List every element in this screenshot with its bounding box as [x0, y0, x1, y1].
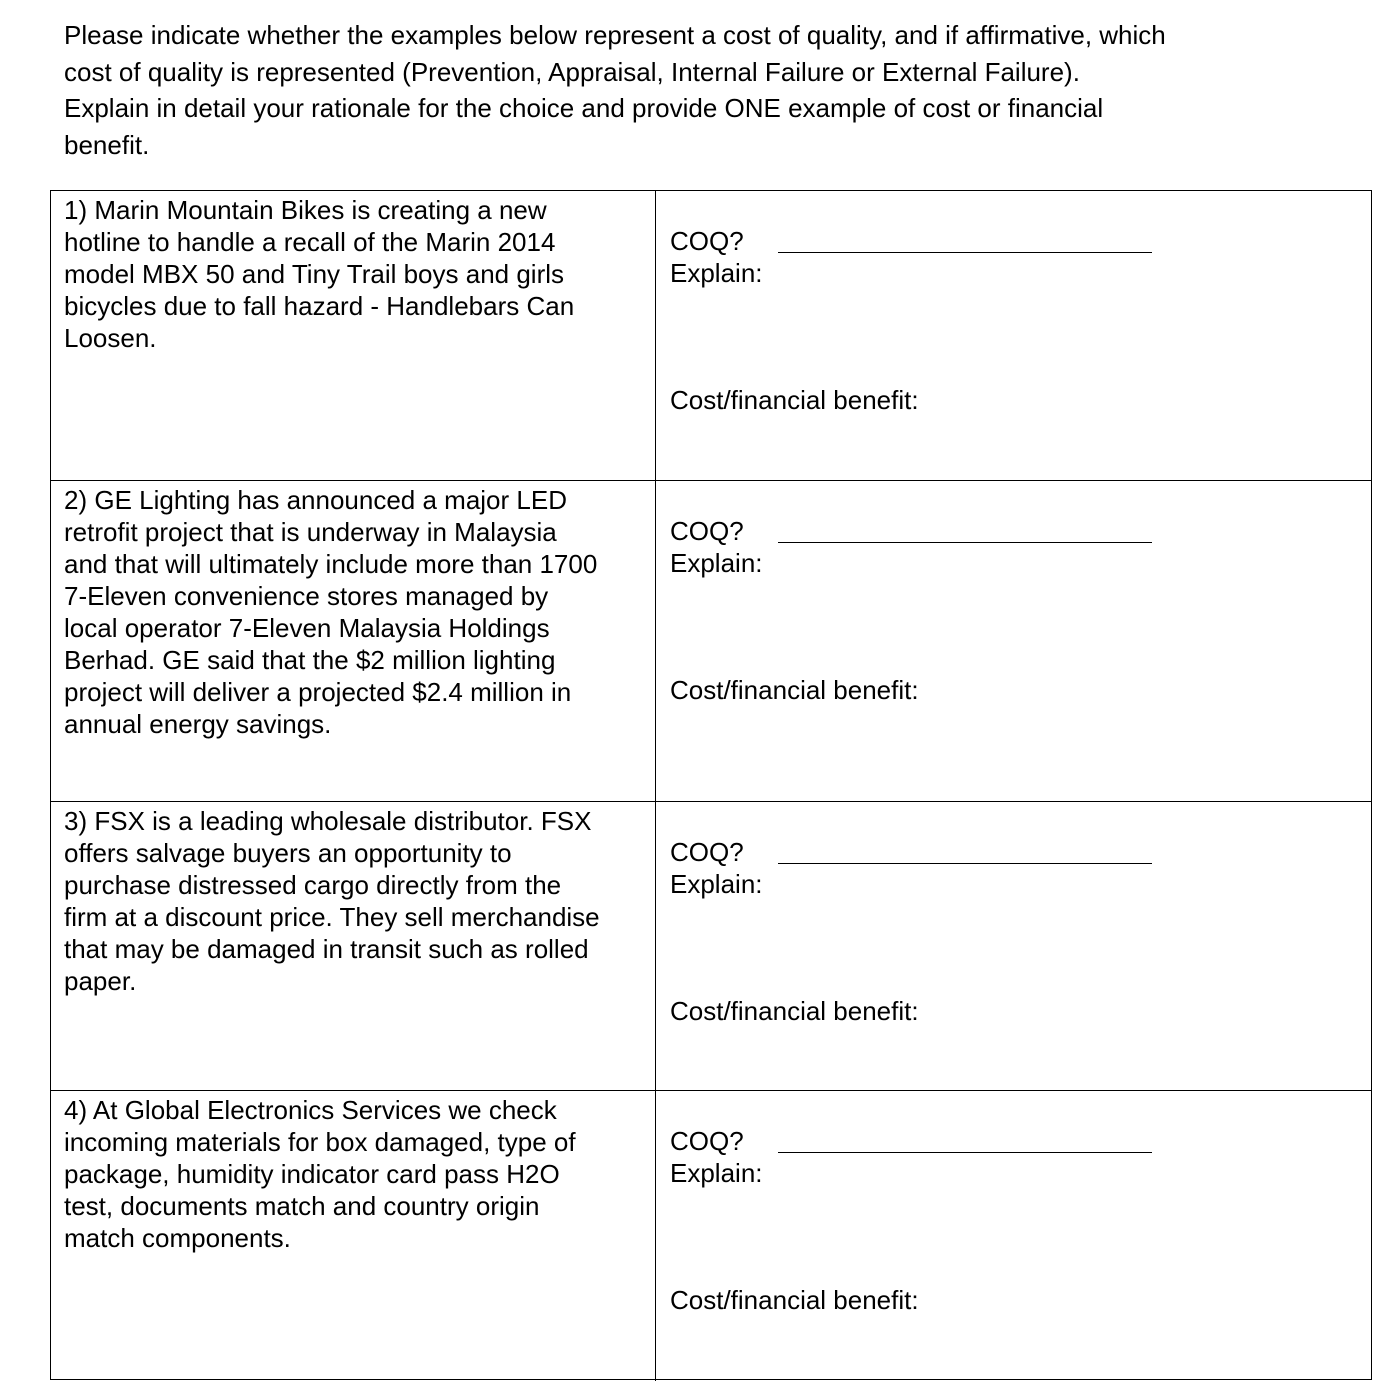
question-line: package, humidity indicator card pass H2O	[64, 1159, 560, 1189]
coq-answer-blank-4[interactable]	[778, 1125, 1152, 1153]
question-line: firm at a discount price. They sell merchandise	[64, 902, 600, 932]
question-line: incoming materials for box damaged, type of	[64, 1127, 576, 1157]
question-line: test, documents match and country origin	[64, 1191, 540, 1221]
question-text-4	[64, 1094, 644, 1254]
question-line: annual energy savings.	[64, 709, 332, 739]
cost-benefit-label: Cost/financial benefit:	[670, 675, 919, 705]
explain-label: Explain:	[670, 1158, 763, 1188]
question-line: 7-Eleven convenience stores managed by	[64, 581, 549, 611]
instructions-line: cost of quality is represented (Prevention, Appraisal, Internal Failure or External Failure).	[64, 56, 1080, 87]
question-line: that may be damaged in transit such as rolled	[64, 934, 589, 964]
column-divider	[655, 481, 656, 801]
question-line: match components.	[64, 1223, 291, 1253]
question-text-2	[64, 484, 644, 740]
coq-answer-blank-3[interactable]	[778, 836, 1152, 864]
question-line: and that will ultimately include more than 1700	[64, 549, 598, 579]
cost-benefit-label: Cost/financial benefit:	[670, 996, 919, 1026]
instructions-line: Please indicate whether the examples below represent a cost of quality, and if affirmative, which	[64, 20, 1166, 50]
instructions-line: Explain in detail your rationale for the choice and provide ONE example of cost or financial	[64, 93, 1104, 124]
question-text-1	[64, 194, 644, 354]
column-divider	[655, 191, 656, 480]
question-line: paper.	[64, 966, 137, 996]
question-line: hotline to handle a recall of the Marin 2014	[64, 227, 556, 257]
question-text-3	[64, 805, 644, 997]
worksheet-table	[50, 190, 1372, 1380]
question-line: local operator 7-Eleven Malaysia Holdings	[64, 613, 550, 643]
instructions-line: benefit.	[64, 130, 150, 161]
question-line: bicycles due to fall hazard - Handlebars Can	[64, 291, 575, 321]
coq-label: COQ?	[670, 226, 744, 256]
question-line: offers salvage buyers an opportunity to	[64, 838, 512, 868]
instructions	[64, 17, 1294, 164]
explain-label: Explain:	[670, 869, 763, 899]
question-line: Loosen.	[64, 323, 157, 353]
question-line: Berhad. GE said that the $2 million lighting	[64, 645, 556, 675]
coq-label: COQ?	[670, 516, 744, 546]
explain-label: Explain:	[670, 548, 763, 578]
question-row-1	[51, 191, 1371, 481]
explain-label: Explain:	[670, 258, 763, 288]
column-divider	[655, 802, 656, 1090]
question-line: project will deliver a projected $2.4 million in	[64, 677, 572, 707]
coq-answer-blank-2[interactable]	[778, 515, 1152, 543]
question-line: 4) At Global Electronics Services we check	[64, 1095, 557, 1125]
question-line: model MBX 50 and Tiny Trail boys and girls	[64, 259, 565, 289]
question-row-4	[51, 1091, 1371, 1381]
question-row-2	[51, 481, 1371, 802]
question-line: 1) Marin Mountain Bikes is creating a new	[64, 195, 547, 225]
coq-label: COQ?	[670, 1126, 744, 1156]
question-line: 3) FSX is a leading wholesale distributor. FSX	[64, 806, 592, 836]
question-line: retrofit project that is underway in Malaysia	[64, 517, 557, 547]
column-divider	[655, 1091, 656, 1381]
question-line: 2) GE Lighting has announced a major LED	[64, 485, 567, 515]
question-row-3	[51, 802, 1371, 1091]
cost-benefit-label: Cost/financial benefit:	[670, 385, 919, 415]
coq-answer-blank-1[interactable]	[778, 225, 1152, 253]
cost-benefit-label: Cost/financial benefit:	[670, 1285, 919, 1315]
question-line: purchase distressed cargo directly from the	[64, 870, 562, 900]
coq-label: COQ?	[670, 837, 744, 867]
